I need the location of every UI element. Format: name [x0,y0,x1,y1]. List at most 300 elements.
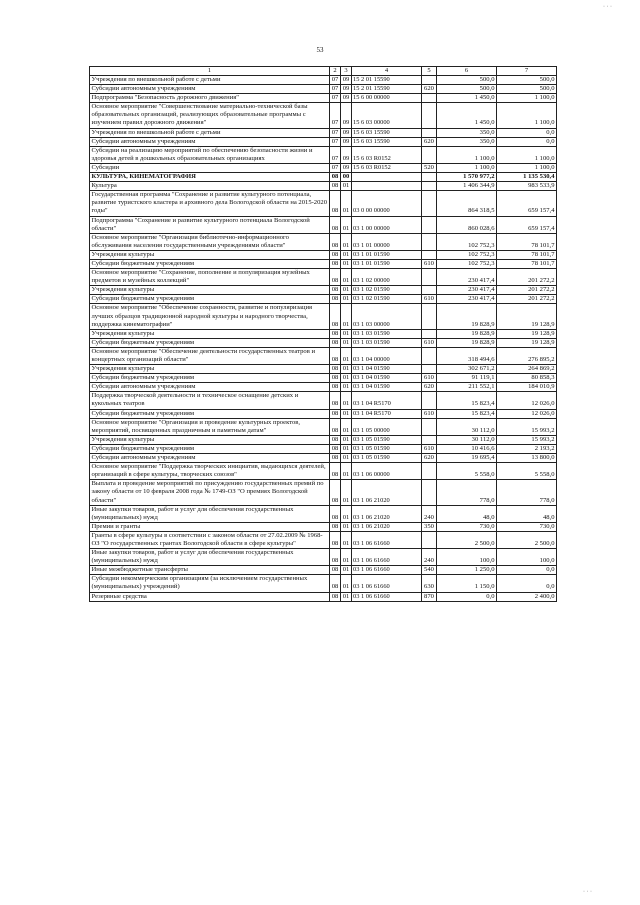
section-code-cell: 07 [330,163,341,172]
amount-cell: 1 570 977,2 [437,173,497,182]
table-row [90,454,557,463]
row-name-cell: Основное мероприятие "Организация библиотечно-информационного обслуживания населения государственными учреждениями области" [90,233,330,250]
table-row [90,522,557,531]
amount-cell: 12 026,0 [497,392,557,409]
table-row [90,216,557,233]
row-name-cell: Основное мероприятие "Совершенствование материально-технической базы образовательных организаций, реализующих образовательные программы с изучением правил дорожного движения" [90,103,330,128]
expense-type-cell [422,304,437,329]
amount-cell: 100,0 [437,549,497,566]
expense-type-cell [422,233,437,250]
table-row [90,163,557,172]
subsection-code-cell: 01 [341,182,352,191]
amount-cell: 230 417,4 [437,269,497,286]
page-number: 53 [316,46,324,54]
amount-cell: 19 695,4 [437,454,497,463]
target-article-cell: 03 1 05 01590 [352,454,422,463]
row-name-cell: Учреждения по внешкольной работе с детьми [90,128,330,137]
row-name-cell: Учреждения культуры [90,435,330,444]
row-name-cell: Основное мероприятие "Поддержка творческих инициатив, выдающихся деятелей, организаций в сфере культуры, творческих союзов" [90,463,330,480]
subsection-code-cell: 00 [341,173,352,182]
expense-type-cell: 630 [422,575,437,592]
row-name-cell: Выплата и проведение мероприятий по присуждению государственных премий по закону области от 10 февраля 2008 года № 1749-ОЗ "О премиях Вологодской области" [90,480,330,505]
subsection-code-cell: 01 [341,463,352,480]
amount-cell: 778,0 [437,480,497,505]
expense-type-cell [422,435,437,444]
amount-cell: 350,0 [437,128,497,137]
amount-cell: 102 752,3 [437,233,497,250]
section-code-cell: 08 [330,250,341,259]
scan-mark: · · · [603,4,612,10]
target-article-cell: 15 6 03 15590 [352,128,422,137]
target-article-cell: 03 1 06 21020 [352,480,422,505]
amount-cell: 1 250,0 [437,566,497,575]
amount-cell: 0,0 [497,137,557,146]
subsection-code-cell: 01 [341,592,352,601]
expense-type-cell [422,173,437,182]
subsection-code-cell: 01 [341,435,352,444]
subsection-code-cell: 09 [341,146,352,163]
table-row [90,233,557,250]
subsection-code-cell: 01 [341,304,352,329]
table-row [90,365,557,374]
subsection-code-cell: 01 [341,531,352,548]
expense-type-cell: 240 [422,549,437,566]
target-article-cell: 03 1 06 61660 [352,592,422,601]
table-row [90,269,557,286]
subsection-code-cell: 01 [341,566,352,575]
target-article-cell: 03 1 04 00000 [352,347,422,364]
section-code-cell: 08 [330,191,341,216]
amount-cell: 0,0 [437,592,497,601]
row-name-cell: Субсидии бюджетным учреждениям [90,338,330,347]
amount-cell: 2 500,0 [437,531,497,548]
section-code-cell: 08 [330,338,341,347]
row-name-cell: Основное мероприятие "Обеспечение деятельности государственных театров и концертных организаций области" [90,347,330,364]
section-code-cell: 08 [330,566,341,575]
amount-cell: 983 533,9 [497,182,557,191]
amount-cell: 230 417,4 [437,295,497,304]
expense-type-cell: 240 [422,505,437,522]
subsection-code-cell: 01 [341,575,352,592]
table-body [90,76,557,602]
amount-cell: 302 671,2 [437,365,497,374]
target-article-cell: 15 6 03 R0152 [352,146,422,163]
row-name-cell: Субсидии автономным учреждениям [90,454,330,463]
section-code-cell: 08 [330,549,341,566]
expense-type-cell: 610 [422,374,437,383]
section-code-cell: 08 [330,409,341,418]
amount-cell: 2 193,2 [497,444,557,453]
row-name-cell: Субсидии [90,163,330,172]
expense-type-cell: 870 [422,592,437,601]
row-name-cell: Государственная программа "Сохранение и развитие культурного потенциала, развитие туристского кластера и архивного дела Вологодской области на 2015-2020 годы" [90,191,330,216]
row-name-cell: Субсидии некоммерческим организациям (за исключением государственных (муниципальных) учреждений) [90,575,330,592]
row-name-cell: Субсидии автономным учреждениям [90,383,330,392]
subsection-code-cell: 01 [341,286,352,295]
amount-cell: 12 026,0 [497,409,557,418]
amount-cell: 1 100,0 [497,146,557,163]
table-row [90,374,557,383]
row-name-cell: Субсидии бюджетным учреждениям [90,409,330,418]
row-name-cell: Субсидии автономным учреждениям [90,137,330,146]
row-name-cell: Субсидии бюджетным учреждениям [90,374,330,383]
table-row [90,409,557,418]
subsection-code-cell: 01 [341,329,352,338]
subsection-code-cell: 09 [341,94,352,103]
amount-cell: 860 028,6 [437,216,497,233]
amount-cell: 1 100,0 [437,163,497,172]
row-name-cell: Основное мероприятие "Организация и проведение культурных проектов, мероприятий, посвященных праздничным и памятным датам" [90,418,330,435]
section-code-cell: 08 [330,454,341,463]
amount-cell: 15 823,4 [437,409,497,418]
amount-cell: 318 494,6 [437,347,497,364]
table-row [90,383,557,392]
table-row [90,76,557,85]
section-code-cell: 07 [330,137,341,146]
amount-cell: 730,0 [497,522,557,531]
column-header: 5 [422,67,437,76]
amount-cell: 1 450,0 [437,103,497,128]
subsection-code-cell: 01 [341,444,352,453]
target-article-cell: 03 1 04 01590 [352,365,422,374]
amount-cell: 1 406 344,9 [437,182,497,191]
row-name-cell: Культура [90,182,330,191]
target-article-cell: 03 1 03 01590 [352,338,422,347]
expense-type-cell [422,269,437,286]
expense-type-cell [422,286,437,295]
amount-cell: 500,0 [497,85,557,94]
amount-cell: 500,0 [437,76,497,85]
row-name-cell: Резервные средства [90,592,330,601]
target-article-cell: 03 1 06 00000 [352,463,422,480]
table-row [90,435,557,444]
subsection-code-cell: 09 [341,85,352,94]
row-name-cell: Субсидии бюджетным учреждениям [90,295,330,304]
amount-cell: 350,0 [437,137,497,146]
row-name-cell: Субсидии бюджетным учреждениям [90,259,330,268]
section-code-cell: 07 [330,103,341,128]
target-article-cell: 03 1 00 00000 [352,216,422,233]
amount-cell: 30 112,0 [437,418,497,435]
header-row [90,67,557,76]
row-name-cell: Субсидии на реализацию мероприятий по обеспечению безопасности жизни и здоровья детей в дошкольных образовательных организациях [90,146,330,163]
amount-cell: 201 272,2 [497,295,557,304]
amount-cell: 730,0 [437,522,497,531]
section-code-cell: 08 [330,365,341,374]
subsection-code-cell: 09 [341,103,352,128]
amount-cell: 19 128,9 [497,304,557,329]
subsection-code-cell: 01 [341,454,352,463]
subsection-code-cell: 01 [341,480,352,505]
row-name-cell: Иные закупки товаров, работ и услуг для обеспечения государственных (муниципальных) нужд [90,549,330,566]
scan-mark: · · · [583,889,592,895]
amount-cell: 80 858,3 [497,374,557,383]
target-article-cell: 03 1 06 61660 [352,566,422,575]
subsection-code-cell: 01 [341,549,352,566]
subsection-code-cell: 09 [341,137,352,146]
amount-cell: 0,0 [497,566,557,575]
amount-cell: 5 558,0 [497,463,557,480]
amount-cell: 19 828,9 [437,304,497,329]
row-name-cell: Подпрограмма "Сохранение и развитие культурного потенциала Вологодской области" [90,216,330,233]
target-article-cell: 03 1 03 01590 [352,329,422,338]
target-article-cell: 03 0 00 00000 [352,191,422,216]
column-header: 2 [330,67,341,76]
section-code-cell: 08 [330,269,341,286]
table-row [90,103,557,128]
subsection-code-cell: 01 [341,295,352,304]
section-code-cell: 07 [330,146,341,163]
amount-cell: 5 558,0 [437,463,497,480]
subsection-code-cell: 01 [341,216,352,233]
subsection-code-cell: 01 [341,418,352,435]
target-article-cell: 03 1 04 01590 [352,374,422,383]
section-code-cell: 08 [330,531,341,548]
amount-cell: 2 400,0 [497,592,557,601]
row-name-cell: Субсидии бюджетным учреждениям [90,444,330,453]
section-code-cell: 08 [330,522,341,531]
expense-type-cell: 610 [422,338,437,347]
amount-cell: 500,0 [437,85,497,94]
expense-type-cell [422,103,437,128]
subsection-code-cell: 01 [341,338,352,347]
row-name-cell: Субсидии автономным учреждениям [90,85,330,94]
table-header [90,67,557,76]
subsection-code-cell: 01 [341,191,352,216]
amount-cell: 1 450,0 [437,94,497,103]
section-code-cell: 08 [330,374,341,383]
target-article-cell: 03 1 05 01590 [352,444,422,453]
section-code-cell: 08 [330,216,341,233]
table-row [90,146,557,163]
table-row [90,418,557,435]
table-row [90,295,557,304]
section-code-cell: 08 [330,463,341,480]
table-row [90,137,557,146]
table-row [90,94,557,103]
section-code-cell: 08 [330,173,341,182]
subsection-code-cell: 09 [341,128,352,137]
expense-type-cell [422,182,437,191]
section-code-cell: 08 [330,383,341,392]
row-name-cell: Учреждения по внешкольной работе с детьми [90,76,330,85]
amount-cell: 30 112,0 [437,435,497,444]
target-article-cell: 03 1 06 61660 [352,531,422,548]
expense-type-cell: 610 [422,295,437,304]
target-article-cell: 15 6 03 R0152 [352,163,422,172]
expense-type-cell [422,329,437,338]
amount-cell: 184 010,9 [497,383,557,392]
section-code-cell: 08 [330,286,341,295]
target-article-cell: 03 1 02 01590 [352,286,422,295]
target-article-cell [352,182,422,191]
row-name-cell: Учреждения культуры [90,365,330,374]
amount-cell: 230 417,4 [437,286,497,295]
expense-type-cell [422,531,437,548]
table-row [90,347,557,364]
target-article-cell: 03 1 02 01590 [352,295,422,304]
amount-cell: 1 100,0 [497,94,557,103]
row-name-cell: Иные межбюджетные трансферты [90,566,330,575]
expense-type-cell [422,392,437,409]
target-article-cell: 03 1 04 R5170 [352,392,422,409]
expense-type-cell: 620 [422,85,437,94]
table-row [90,329,557,338]
amount-cell: 100,0 [497,549,557,566]
subsection-code-cell: 01 [341,259,352,268]
expense-type-cell: 620 [422,137,437,146]
amount-cell: 201 272,2 [497,269,557,286]
table-row [90,338,557,347]
amount-cell: 10 416,6 [437,444,497,453]
expense-type-cell: 520 [422,163,437,172]
target-article-cell: 03 1 03 00000 [352,304,422,329]
row-name-cell: Основное мероприятие "Обеспечение сохранности, развитие и популяризация лучших образцов традиционной народной культуры и народного творчества, поддержка кинематографии" [90,304,330,329]
expense-type-cell: 610 [422,444,437,453]
table-row [90,444,557,453]
table-row [90,304,557,329]
amount-cell: 211 552,1 [437,383,497,392]
amount-cell: 19 128,9 [497,329,557,338]
subsection-code-cell: 01 [341,365,352,374]
table-row [90,191,557,216]
expense-type-cell: 620 [422,383,437,392]
amount-cell: 48,0 [437,505,497,522]
subsection-code-cell: 01 [341,250,352,259]
amount-cell: 19 128,9 [497,338,557,347]
amount-cell: 276 895,2 [497,347,557,364]
section-code-cell: 08 [330,233,341,250]
subsection-code-cell: 01 [341,269,352,286]
subsection-code-cell: 09 [341,76,352,85]
subsection-code-cell: 01 [341,347,352,364]
column-header: 4 [352,67,422,76]
expense-type-cell [422,418,437,435]
target-article-cell: 03 1 06 21020 [352,505,422,522]
table-row [90,566,557,575]
table-row [90,505,557,522]
row-name-cell: Учреждения культуры [90,250,330,259]
section-code-cell: 07 [330,76,341,85]
amount-cell: 15 993,2 [497,418,557,435]
section-code-cell: 08 [330,418,341,435]
amount-cell: 78 101,7 [497,233,557,250]
section-code-cell: 08 [330,259,341,268]
expense-type-cell: 620 [422,454,437,463]
row-name-cell: Иные закупки товаров, работ и услуг для обеспечения государственных (муниципальных) нужд [90,505,330,522]
column-header: 3 [341,67,352,76]
section-code-cell: 08 [330,182,341,191]
amount-cell: 15 993,2 [497,435,557,444]
column-header: 1 [90,67,330,76]
amount-cell: 19 828,9 [437,329,497,338]
table-row [90,392,557,409]
subsection-code-cell: 01 [341,505,352,522]
row-name-cell: Учреждения культуры [90,329,330,338]
target-article-cell: 03 1 06 61660 [352,549,422,566]
table-row [90,128,557,137]
target-article-cell: 15 6 00 00000 [352,94,422,103]
column-header: 6 [437,67,497,76]
section-code-cell: 08 [330,592,341,601]
amount-cell: 102 752,3 [437,259,497,268]
target-article-cell: 03 1 06 61660 [352,575,422,592]
table-row [90,531,557,548]
expense-type-cell: 610 [422,409,437,418]
subsection-code-cell: 01 [341,383,352,392]
target-article-cell: 03 1 02 00000 [352,269,422,286]
section-code-cell: 08 [330,347,341,364]
section-code-cell: 07 [330,85,341,94]
row-name-cell: Премии и гранты [90,522,330,531]
table-row [90,575,557,592]
amount-cell: 78 101,7 [497,250,557,259]
section-code-cell: 08 [330,329,341,338]
expense-type-cell [422,463,437,480]
section-code-cell: 08 [330,435,341,444]
table-row [90,259,557,268]
expense-type-cell [422,94,437,103]
section-code-cell: 08 [330,295,341,304]
row-name-cell: Гранты в сфере культуры в соответствии с законом области от 27.02.2009 № 1968-ОЗ "О государственных грантах Вологодской области в сфере культуры" [90,531,330,548]
amount-cell: 1 100,0 [497,163,557,172]
target-article-cell: 15 2 01 15590 [352,85,422,94]
target-article-cell: 03 1 04 01590 [352,383,422,392]
expense-type-cell: 540 [422,566,437,575]
expense-type-cell [422,128,437,137]
target-article-cell: 03 1 01 01590 [352,259,422,268]
expense-type-cell [422,216,437,233]
table-row [90,250,557,259]
expense-type-cell [422,146,437,163]
amount-cell: 1 100,0 [437,146,497,163]
table-row [90,592,557,601]
expense-type-cell: 350 [422,522,437,531]
amount-cell: 48,0 [497,505,557,522]
amount-cell: 500,0 [497,76,557,85]
table-row [90,463,557,480]
section-code-cell: 07 [330,94,341,103]
amount-cell: 1 135 530,4 [497,173,557,182]
row-name-cell: Подпрограмма "Безопасность дорожного движения" [90,94,330,103]
row-name-cell: Поддержка творческой деятельности и техническое оснащение детских и кукольных театров [90,392,330,409]
subsection-code-cell: 01 [341,409,352,418]
target-article-cell: 03 1 05 00000 [352,418,422,435]
target-article-cell [352,173,422,182]
expense-type-cell [422,480,437,505]
amount-cell: 13 800,0 [497,454,557,463]
table-row [90,85,557,94]
section-code-cell: 07 [330,128,341,137]
row-name-cell: Учреждения культуры [90,286,330,295]
target-article-cell: 03 1 01 01590 [352,250,422,259]
table-row [90,480,557,505]
subsection-code-cell: 01 [341,374,352,383]
amount-cell: 78 101,7 [497,259,557,268]
amount-cell: 91 119,1 [437,374,497,383]
section-code-cell: 08 [330,444,341,453]
section-code-cell: 08 [330,392,341,409]
section-code-cell: 08 [330,505,341,522]
subsection-code-cell: 01 [341,392,352,409]
expense-type-cell: 610 [422,259,437,268]
column-header: 7 [497,67,557,76]
target-article-cell: 03 1 06 21020 [352,522,422,531]
amount-cell: 778,0 [497,480,557,505]
amount-cell: 864 318,5 [437,191,497,216]
budget-table [89,66,557,602]
expense-type-cell [422,365,437,374]
